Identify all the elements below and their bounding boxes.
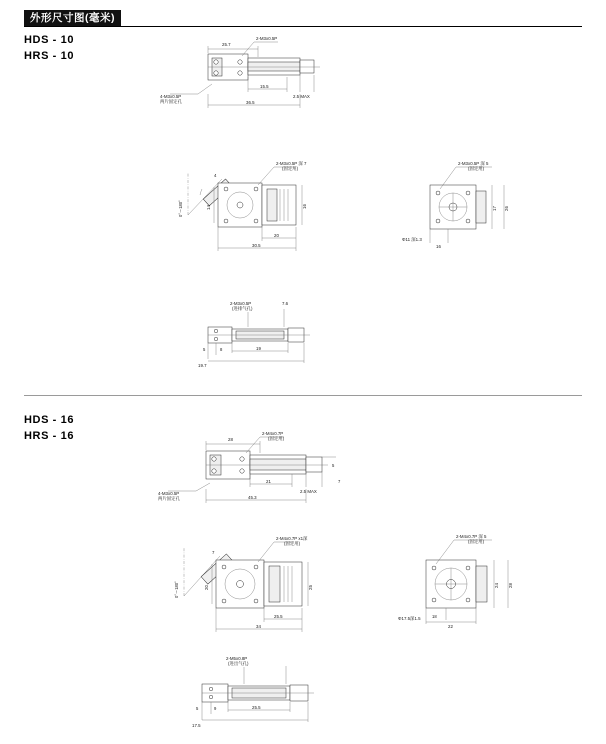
svg-text:28: 28 bbox=[508, 583, 513, 588]
svg-text:16: 16 bbox=[436, 244, 441, 249]
svg-text:21: 21 bbox=[266, 479, 271, 484]
drawing-hds16-bottom-view bbox=[168, 650, 363, 730]
model-label-hds-16: HDS - 16 bbox=[24, 414, 75, 426]
svg-text:4-M3x0.5P: 4-M3x0.5P bbox=[158, 491, 180, 496]
svg-text:2-M4x0.7P: 2-M4x0.7P bbox=[262, 431, 284, 436]
svg-text:2-M3x0.5P 深 7: 2-M3x0.5P 深 7 bbox=[276, 161, 307, 166]
section-banner-title: 外形尺寸图(毫米) bbox=[24, 10, 121, 26]
svg-text:两片固定孔: 两片固定孔 bbox=[158, 496, 180, 501]
section-divider bbox=[24, 395, 582, 396]
svg-text:2-M5x0.8P: 2-M5x0.8P bbox=[226, 656, 248, 661]
svg-text:17: 17 bbox=[492, 206, 497, 211]
svg-text:34: 34 bbox=[256, 624, 261, 629]
drawing-hds16-side-view bbox=[398, 528, 553, 633]
svg-text:Φ17.5深1.5: Φ17.5深1.5 bbox=[398, 616, 421, 621]
svg-text:30.5: 30.5 bbox=[252, 243, 261, 248]
svg-text:19.7: 19.7 bbox=[198, 363, 207, 368]
svg-text:2-M4x0.7P x1深: 2-M4x0.7P x1深 bbox=[276, 536, 308, 541]
svg-text:2.5 MAX: 2.5 MAX bbox=[300, 489, 317, 494]
drawing-hds10-front-view bbox=[170, 155, 370, 260]
svg-text:25: 25 bbox=[308, 585, 313, 590]
svg-text:2-M4x0.7P 深 5: 2-M4x0.7P 深 5 bbox=[456, 534, 487, 539]
svg-text:25.5: 25.5 bbox=[252, 705, 261, 710]
model-label-hds-10: HDS - 10 bbox=[24, 34, 75, 46]
svg-text:两片固定孔: 两片固定孔 bbox=[160, 99, 182, 104]
svg-text:2.5 MAX: 2.5 MAX bbox=[293, 94, 310, 99]
svg-text:25.7: 25.7 bbox=[222, 42, 231, 47]
svg-text:15.5: 15.5 bbox=[260, 84, 269, 89]
svg-text:22: 22 bbox=[448, 624, 453, 629]
svg-text:(固定用): (固定用) bbox=[468, 166, 485, 171]
svg-text:26: 26 bbox=[504, 206, 509, 211]
svg-text:18: 18 bbox=[432, 614, 437, 619]
svg-text:(固定用): (固定用) bbox=[284, 541, 301, 546]
svg-text:7: 7 bbox=[212, 550, 215, 555]
drawing-hds16-front-view bbox=[168, 530, 373, 640]
svg-text:0°～180°: 0°～180° bbox=[178, 200, 183, 217]
svg-text:20: 20 bbox=[274, 233, 279, 238]
svg-text:2-M3x0.5P: 2-M3x0.5P bbox=[230, 301, 252, 306]
svg-text:(固定用): (固定用) bbox=[268, 436, 285, 441]
svg-text:17.5: 17.5 bbox=[192, 723, 201, 728]
svg-text:7: 7 bbox=[338, 479, 341, 484]
svg-text:5: 5 bbox=[196, 706, 199, 711]
svg-text:19: 19 bbox=[256, 346, 261, 351]
svg-text:(固定用): (固定用) bbox=[282, 166, 299, 171]
svg-text:(进出气孔): (进出气孔) bbox=[228, 661, 249, 666]
drawing-hds10-bottom-view bbox=[170, 295, 360, 370]
svg-text:25.5: 25.5 bbox=[274, 614, 283, 619]
banner-rule bbox=[24, 26, 582, 27]
svg-text:28: 28 bbox=[228, 437, 233, 442]
svg-text:0°～180°: 0°～180° bbox=[174, 581, 179, 598]
callout-2-m3: 2-M3x0.5P bbox=[256, 36, 278, 41]
drawing-hds10-side-view bbox=[400, 155, 550, 255]
drawing-hds16-top-view bbox=[150, 425, 370, 515]
model-label-hrs-16: HRS - 16 bbox=[24, 430, 75, 442]
svg-text:9: 9 bbox=[214, 706, 217, 711]
svg-text:4: 4 bbox=[214, 173, 217, 178]
svg-text:20: 20 bbox=[204, 585, 209, 590]
svg-text:8: 8 bbox=[220, 347, 223, 352]
svg-text:24: 24 bbox=[494, 583, 499, 588]
svg-text:14: 14 bbox=[206, 205, 211, 210]
svg-text:36.5: 36.5 bbox=[246, 100, 255, 105]
svg-text:5: 5 bbox=[332, 463, 335, 468]
svg-text:(进排气孔): (进排气孔) bbox=[232, 306, 253, 311]
drawing-hds10-top-view bbox=[150, 32, 360, 120]
model-label-hrs-10: HRS - 10 bbox=[24, 50, 75, 62]
svg-text:Φ11 深1.3: Φ11 深1.3 bbox=[402, 237, 422, 242]
svg-text:16: 16 bbox=[302, 204, 307, 209]
svg-text:45.3: 45.3 bbox=[248, 495, 257, 500]
svg-text:7.6: 7.6 bbox=[282, 301, 289, 306]
svg-text:5: 5 bbox=[203, 347, 206, 352]
svg-text:(固定用): (固定用) bbox=[468, 539, 485, 544]
svg-text:4-M3x0.5P: 4-M3x0.5P bbox=[160, 94, 182, 99]
svg-text:2-M3x0.5P 深 5: 2-M3x0.5P 深 5 bbox=[458, 161, 489, 166]
